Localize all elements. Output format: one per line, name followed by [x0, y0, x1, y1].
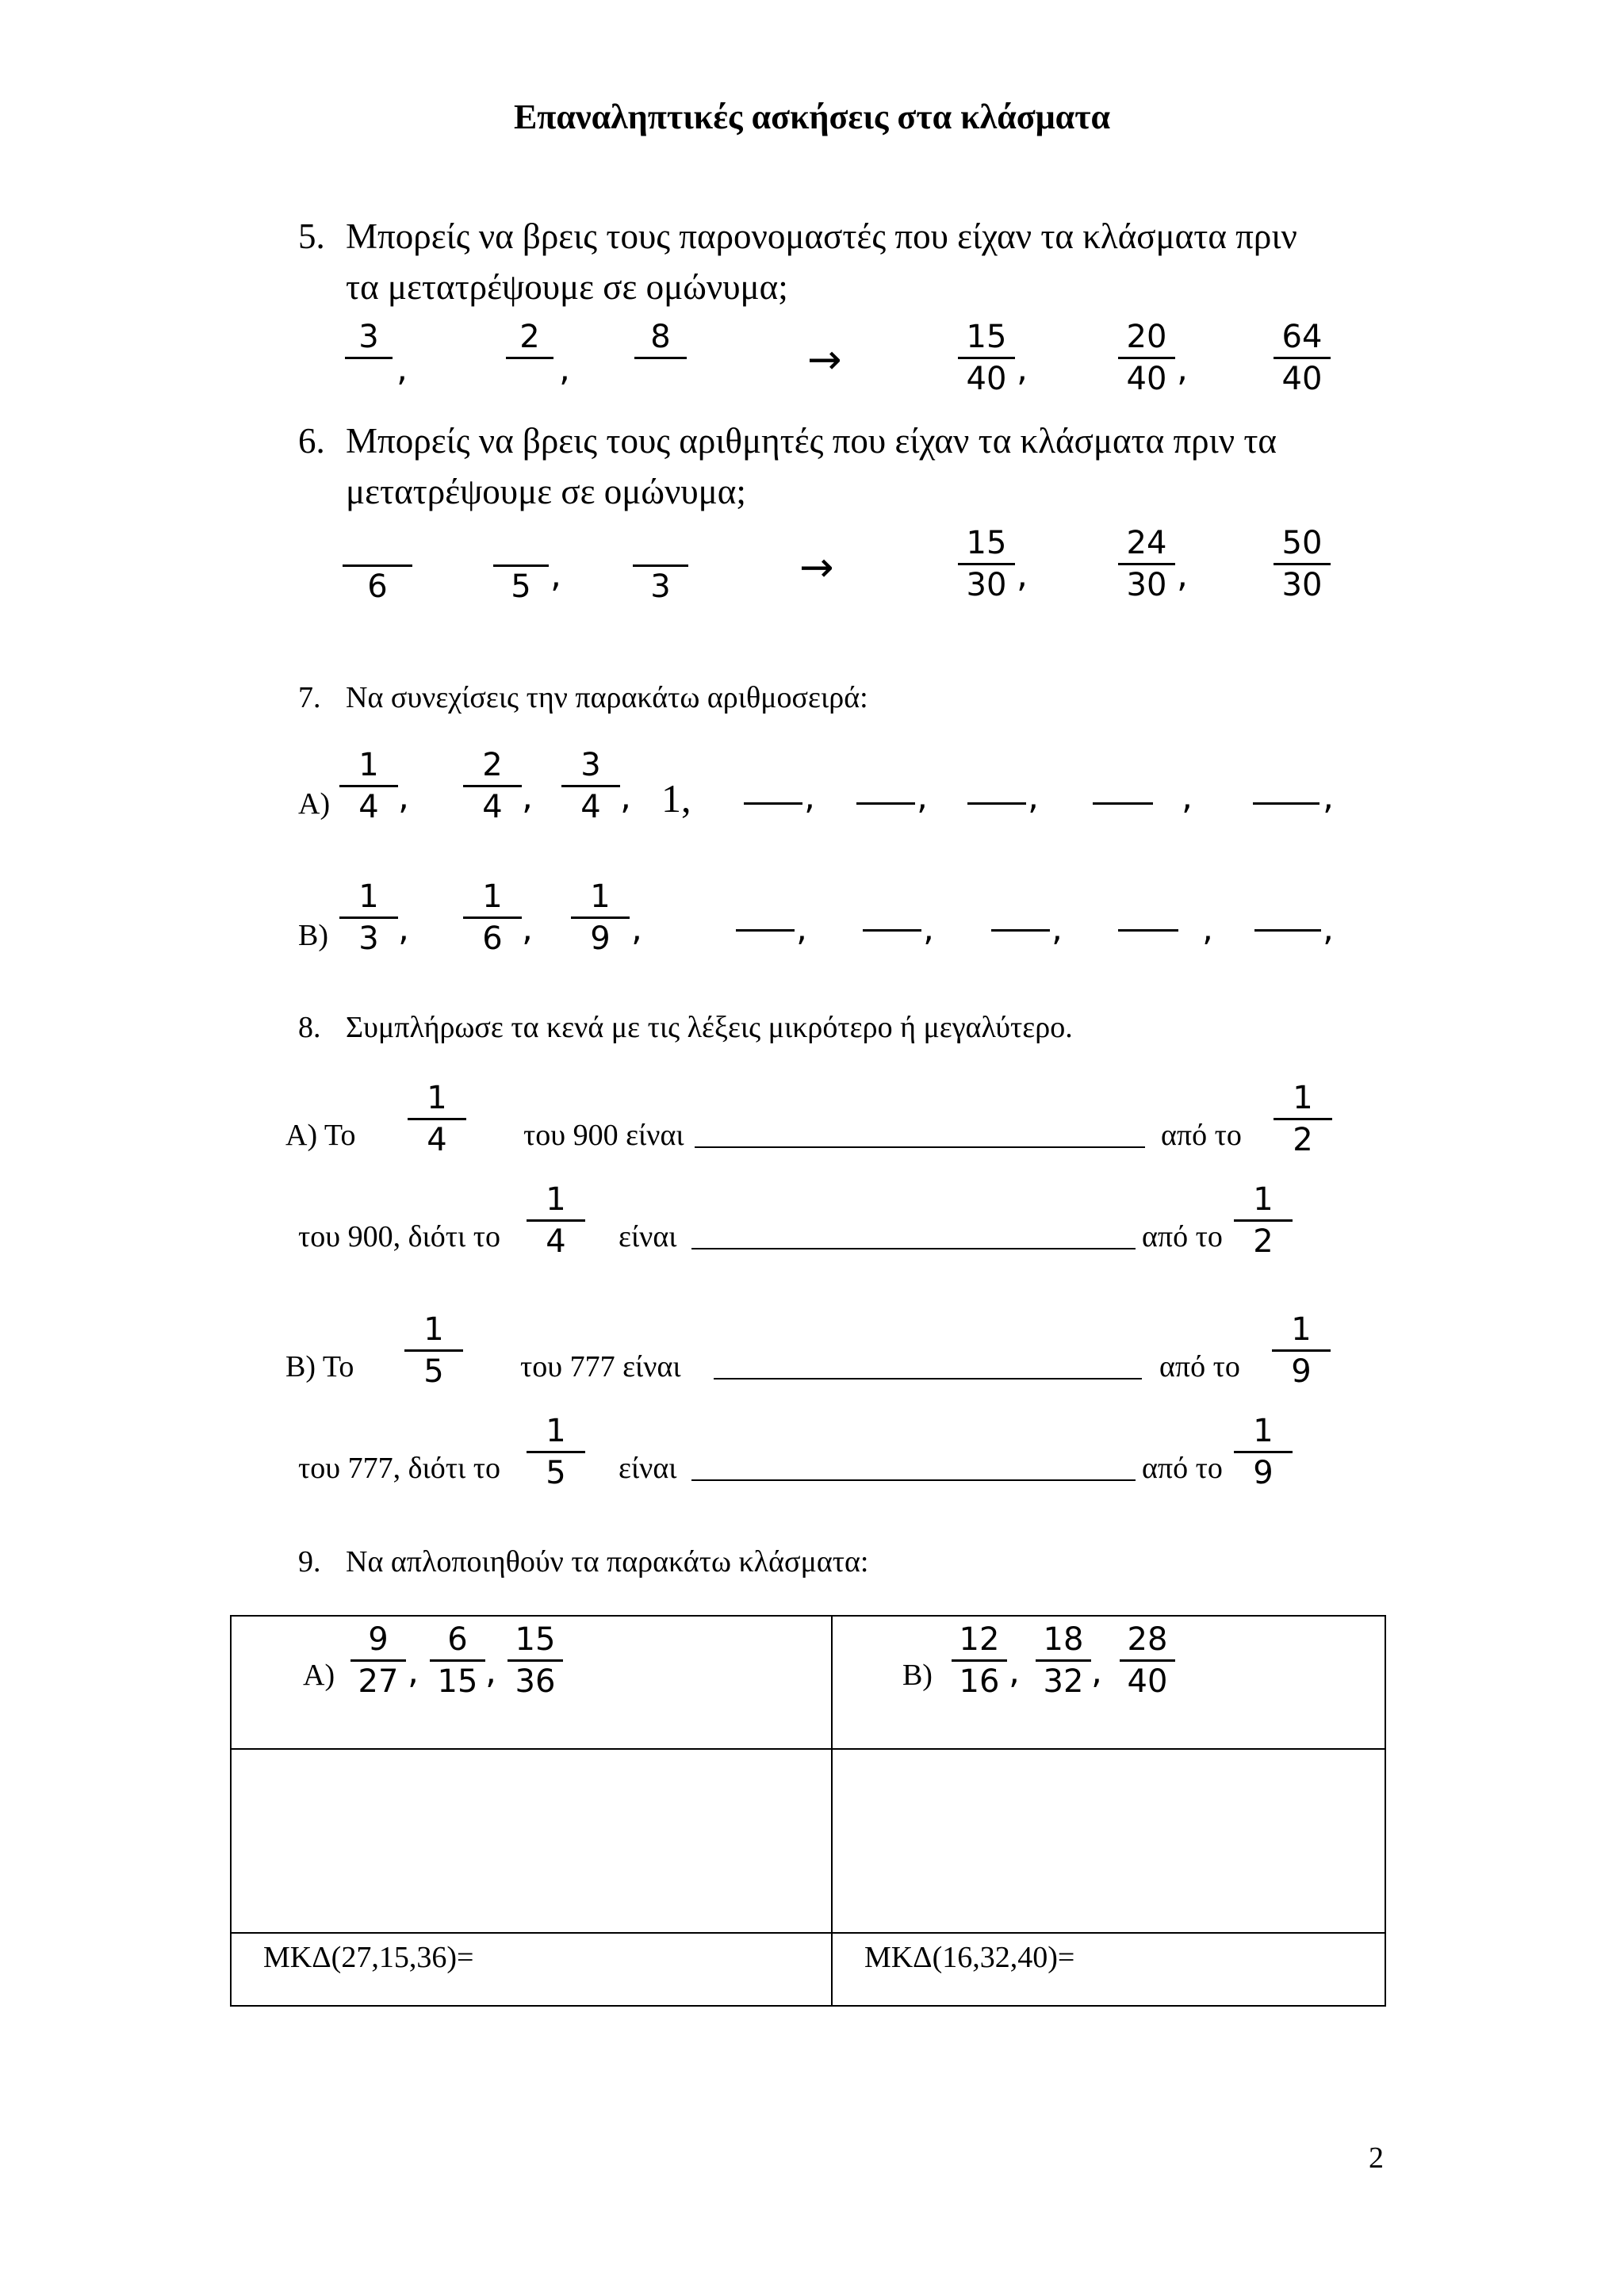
q9-b-fraction [1120, 1620, 1175, 1701]
numerator: 28 [1127, 1621, 1168, 1658]
page-number: 2 [1369, 2141, 1384, 2175]
denominator: 40 [1127, 1663, 1168, 1700]
q8-b-fraction [404, 1310, 463, 1391]
denominator: 9 [1253, 1455, 1274, 1491]
q9-text: Να απλοποιηθούν τα παρακάτω κλάσματα: [346, 1545, 869, 1578]
comma: , [1017, 555, 1028, 595]
comma: , [804, 777, 815, 817]
q6-line1: Μπορείς να βρεις τους αριθμητές που είχαν τα κλάσματα πριν τα [346, 421, 1277, 461]
q7-b-answer-blank[interactable] [863, 929, 921, 932]
q8-a-from-text: από το [1161, 1119, 1242, 1152]
q8-a-fraction [1274, 1078, 1332, 1160]
denominator: 3 [358, 920, 379, 957]
comma: , [1182, 777, 1193, 817]
q7-a-answer-blank[interactable] [744, 802, 802, 805]
q7-b-fraction [339, 877, 398, 959]
comma: , [559, 349, 570, 389]
comma: , [408, 1651, 419, 1692]
comma: , [1008, 1651, 1020, 1692]
q5-line1: Μπορείς να βρεις τους παρονομαστές που είχαν τα κλάσματα πριν [346, 216, 1297, 256]
q7-a-answer-blank[interactable] [1093, 802, 1153, 805]
q6-left-fraction [633, 525, 688, 607]
q7-b-label: Β) [298, 919, 328, 952]
q8-b-answer-line[interactable] [714, 1378, 1142, 1380]
q7-a-whole: 1, [661, 776, 691, 821]
comma: , [1177, 555, 1188, 595]
q6-left-fraction [493, 525, 549, 607]
q8-b-from-text2: από το [1142, 1452, 1223, 1485]
q6-left-den-2: 5 [511, 568, 531, 605]
q7-text: Να συνεχίσεις την παρακάτω αριθμοσειρά: [346, 681, 868, 714]
q9-number: 9. [298, 1545, 321, 1578]
q7-b-answer-blank[interactable] [1118, 929, 1178, 932]
q5-number: 5. [298, 216, 325, 256]
comma: , [1051, 909, 1063, 949]
comma: , [1177, 349, 1188, 389]
q8-a-line2-text: του 900, διότι το [298, 1220, 500, 1253]
numerator: 12 [959, 1621, 1000, 1658]
denominator: 30 [966, 567, 1007, 603]
q9-b-gcd-cell[interactable] [832, 1933, 1385, 2006]
q9-a-gcd-cell[interactable] [231, 1933, 832, 2006]
q6-left-den-1: 6 [367, 568, 388, 605]
denominator: 40 [966, 361, 1007, 397]
q9-b-gcd: ΜΚΔ(16,32,40)= [864, 1941, 1075, 1974]
numerator: 6 [447, 1621, 468, 1658]
q7-a-label: Α) [298, 787, 331, 821]
q8-a-fraction [408, 1078, 466, 1160]
numerator: 1 [1253, 1413, 1274, 1449]
numerator: 1 [1293, 1080, 1313, 1116]
comma: , [550, 555, 561, 595]
q7-a-answer-blank[interactable] [967, 802, 1026, 805]
denominator: 4 [427, 1122, 447, 1158]
q7-b-fraction [463, 877, 522, 959]
comma: , [396, 349, 408, 389]
denominator: 9 [590, 920, 611, 957]
q8-b-from-text: από το [1159, 1350, 1240, 1383]
denominator: 5 [423, 1353, 444, 1390]
comma: , [1323, 909, 1334, 949]
numerator: 64 [1281, 319, 1323, 355]
q9-b-work-area[interactable] [832, 1749, 1385, 1933]
q9-a-fraction [430, 1620, 485, 1701]
q5-right-fraction [1118, 317, 1175, 399]
denominator: 36 [515, 1663, 556, 1700]
numerator: 1 [1253, 1181, 1274, 1218]
denominator: 40 [1126, 361, 1167, 397]
q5-denominator-blank[interactable] [366, 359, 372, 399]
q5-right-fraction [958, 317, 1015, 399]
q6-numerator-blank[interactable] [657, 525, 664, 564]
q6-numerator-blank[interactable] [374, 525, 381, 564]
denominator: 30 [1281, 567, 1323, 603]
comma: , [522, 777, 533, 817]
comma: , [1028, 777, 1039, 817]
comma: , [398, 909, 409, 949]
numerator: 20 [1126, 319, 1167, 355]
numerator: 9 [368, 1621, 389, 1658]
denominator: 32 [1043, 1663, 1084, 1700]
q7-a-answer-blank[interactable] [856, 802, 915, 805]
q8-b-fraction [1272, 1310, 1331, 1391]
numerator: 1 [423, 1311, 444, 1348]
denominator: 16 [959, 1663, 1000, 1700]
numerator: 50 [1281, 525, 1323, 561]
q8-b-label: Β) Το [285, 1350, 354, 1383]
page-title: Επαναληπτικές ασκήσεις στα κλάσματα [513, 98, 1111, 136]
q8-a-from-text2: από το [1142, 1220, 1223, 1253]
q7-b-answer-blank[interactable] [991, 929, 1050, 932]
q8-a-fraction [527, 1180, 585, 1261]
q8-a-is-text: είναι [619, 1220, 677, 1253]
comma: , [631, 909, 642, 949]
q5-left-num-1: 3 [358, 319, 379, 355]
comma: , [620, 777, 631, 817]
q5-right-fraction [1274, 317, 1331, 399]
q8-a-answer-line[interactable] [691, 1248, 1136, 1249]
comma: , [1017, 349, 1028, 389]
q6-left-den-3: 3 [650, 568, 671, 605]
numerator: 1 [427, 1080, 447, 1116]
q6-left-fraction [343, 525, 412, 607]
comma: , [485, 1651, 496, 1692]
denominator: 2 [1253, 1223, 1274, 1260]
arrow-icon: → [807, 336, 842, 384]
q9-a-fraction [508, 1620, 563, 1701]
numerator: 15 [966, 525, 1007, 561]
comma: , [923, 909, 934, 949]
q7-b-answer-blank[interactable] [1254, 929, 1321, 932]
numerator: 1 [358, 747, 379, 783]
q8-text: Συμπλήρωσε τα κενά με τις λέξεις μικρότερο ή μεγαλύτερο. [346, 1011, 1073, 1044]
q7-b-fraction [571, 877, 630, 959]
denominator: 2 [1293, 1122, 1313, 1158]
q7-a-fraction [463, 745, 522, 827]
q9-a-work-area[interactable] [231, 1749, 832, 1933]
q7-number: 7. [298, 681, 321, 714]
q9-a-gcd: ΜΚΔ(27,15,36)= [263, 1941, 474, 1974]
q8-b-is-text: είναι [619, 1452, 677, 1485]
denominator: 4 [482, 789, 503, 825]
q5-left-fraction [506, 317, 553, 399]
denominator: 4 [580, 789, 601, 825]
q7-a-answer-blank[interactable] [1253, 802, 1320, 805]
numerator: 15 [966, 319, 1007, 355]
denominator: 5 [546, 1455, 566, 1491]
q6-right-fraction [1118, 523, 1175, 605]
numerator: 1 [546, 1181, 566, 1218]
q5-left-fraction [634, 317, 687, 399]
q5-denominator-blank[interactable] [527, 359, 533, 399]
q6-line2: μετατρέψουμε σε ομώνυμα; [346, 472, 746, 511]
comma: , [1090, 1651, 1102, 1692]
numerator: 1 [590, 878, 611, 915]
q8-a-label: Α) Το [285, 1119, 356, 1152]
arrow-icon: → [799, 544, 834, 591]
q5-left-num-3: 8 [650, 319, 671, 355]
q7-a-fraction [339, 745, 398, 827]
q6-numerator-blank[interactable] [518, 525, 524, 564]
q9-b-label: Β) [902, 1659, 933, 1692]
denominator: 30 [1126, 567, 1167, 603]
denominator: 4 [358, 789, 379, 825]
q8-b-fraction [1234, 1411, 1293, 1493]
q5-left-fraction [345, 317, 393, 399]
numerator: 3 [580, 747, 601, 783]
numerator: 1 [1291, 1311, 1312, 1348]
comma: , [1323, 777, 1334, 817]
q9-a-label: Α) [303, 1659, 335, 1692]
denominator: 6 [482, 920, 503, 957]
q8-b-fraction [527, 1411, 585, 1493]
numerator: 1 [358, 878, 379, 915]
comma: , [1202, 909, 1213, 949]
q8-b-of-text: του 777 είναι [520, 1350, 681, 1383]
numerator: 2 [482, 747, 503, 783]
q9-b-fraction [1036, 1620, 1091, 1701]
comma: , [917, 777, 928, 817]
q6-right-fraction [958, 523, 1015, 605]
q8-a-answer-line[interactable] [695, 1146, 1145, 1148]
q5-line2: τα μετατρέψουμε σε ομώνυμα; [346, 267, 788, 307]
q9-a-cell [231, 1616, 832, 1749]
q7-a-fraction [561, 745, 620, 827]
q8-b-answer-line[interactable] [691, 1479, 1136, 1481]
numerator: 1 [482, 878, 503, 915]
q7-b-answer-blank[interactable] [736, 929, 795, 932]
denominator: 4 [546, 1223, 566, 1260]
denominator: 40 [1281, 361, 1323, 397]
q8-a-fraction [1234, 1180, 1293, 1261]
q9-b-fraction [952, 1620, 1007, 1701]
numerator: 24 [1126, 525, 1167, 561]
numerator: 1 [546, 1413, 566, 1449]
q8-a-of-text: του 900 είναι [523, 1119, 684, 1152]
denominator: 9 [1291, 1353, 1312, 1390]
numerator: 15 [515, 1621, 556, 1658]
comma: , [522, 909, 533, 949]
q9-b-cell [832, 1616, 1385, 1749]
q6-right-fraction [1274, 523, 1331, 605]
q5-left-num-2: 2 [519, 319, 540, 355]
numerator: 18 [1043, 1621, 1084, 1658]
q8-b-line2-text: του 777, διότι το [298, 1452, 500, 1485]
denominator: 15 [437, 1663, 478, 1700]
denominator: 27 [358, 1663, 399, 1700]
q5-denominator-blank[interactable] [657, 359, 664, 399]
q8-number: 8. [298, 1011, 321, 1044]
q6-number: 6. [298, 421, 325, 461]
comma: , [796, 909, 807, 949]
q9-a-fraction [350, 1620, 406, 1701]
simplify-table [230, 1615, 1386, 2007]
comma: , [398, 777, 409, 817]
